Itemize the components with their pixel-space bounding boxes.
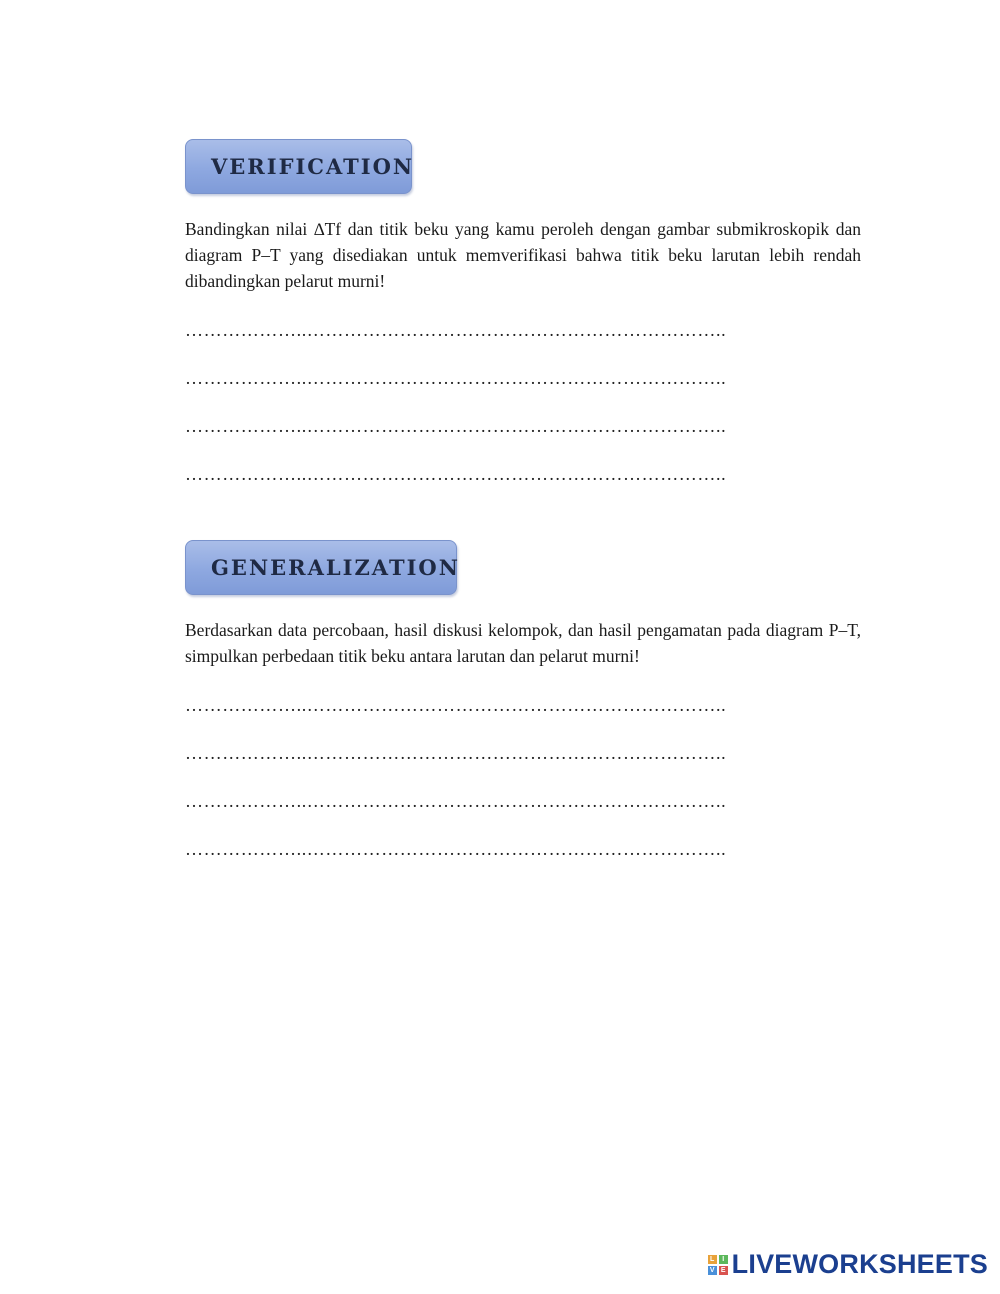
verification-heading-text: VERIFICATION bbox=[211, 154, 415, 179]
logo-text: LIVEWORKSHEETS bbox=[731, 1249, 988, 1279]
generalization-heading bbox=[185, 540, 460, 595]
generalization-question: Berdasarkan data percobaan, hasil diskusi kelompok, dan hasil pengamatan pada diagram P–T, simpulkan perbedaan titik beku antara larutan dan pelarut murni! bbox=[185, 620, 861, 666]
logo-block-e: E bbox=[719, 1266, 728, 1275]
verification-answer-line-2[interactable]: ………………..………………………………………………………….. bbox=[185, 368, 727, 388]
logo-blocks-icon bbox=[708, 1255, 728, 1275]
logo-block-l: L bbox=[708, 1255, 717, 1264]
generalization-answer-line-4[interactable]: ………………..………………………………………………………….. bbox=[185, 839, 727, 859]
verification-answer-line-3[interactable]: ………………..………………………………………………………….. bbox=[185, 416, 727, 436]
verification-answer-line-4[interactable]: ………………..………………………………………………………….. bbox=[185, 464, 727, 484]
generalization-answer-line-2[interactable]: ………………..………………………………………………………….. bbox=[185, 743, 727, 763]
logo-block-i: I bbox=[719, 1255, 728, 1264]
generalization-answer-line-3[interactable]: ………………..………………………………………………………….. bbox=[185, 791, 727, 811]
generalization-answer-line-1[interactable]: ………………..………………………………………………………….. bbox=[185, 695, 727, 715]
logo-block-v: V bbox=[708, 1266, 717, 1275]
generalization-heading-text: GENERALIZATION bbox=[211, 555, 460, 580]
liveworksheets-logo bbox=[708, 1249, 988, 1280]
verification-question: Bandingkan nilai ∆Tf dan titik beku yang kamu peroleh dengan gambar submikroskopik dan diagram P–T yang disediakan untuk memverifikasi bahwa titik beku larutan lebih rendah dibandingkan pelarut murni! bbox=[185, 219, 861, 291]
verification-heading bbox=[185, 139, 415, 194]
verification-answer-line-1[interactable]: ………………..………………………………………………………….. bbox=[185, 320, 727, 340]
